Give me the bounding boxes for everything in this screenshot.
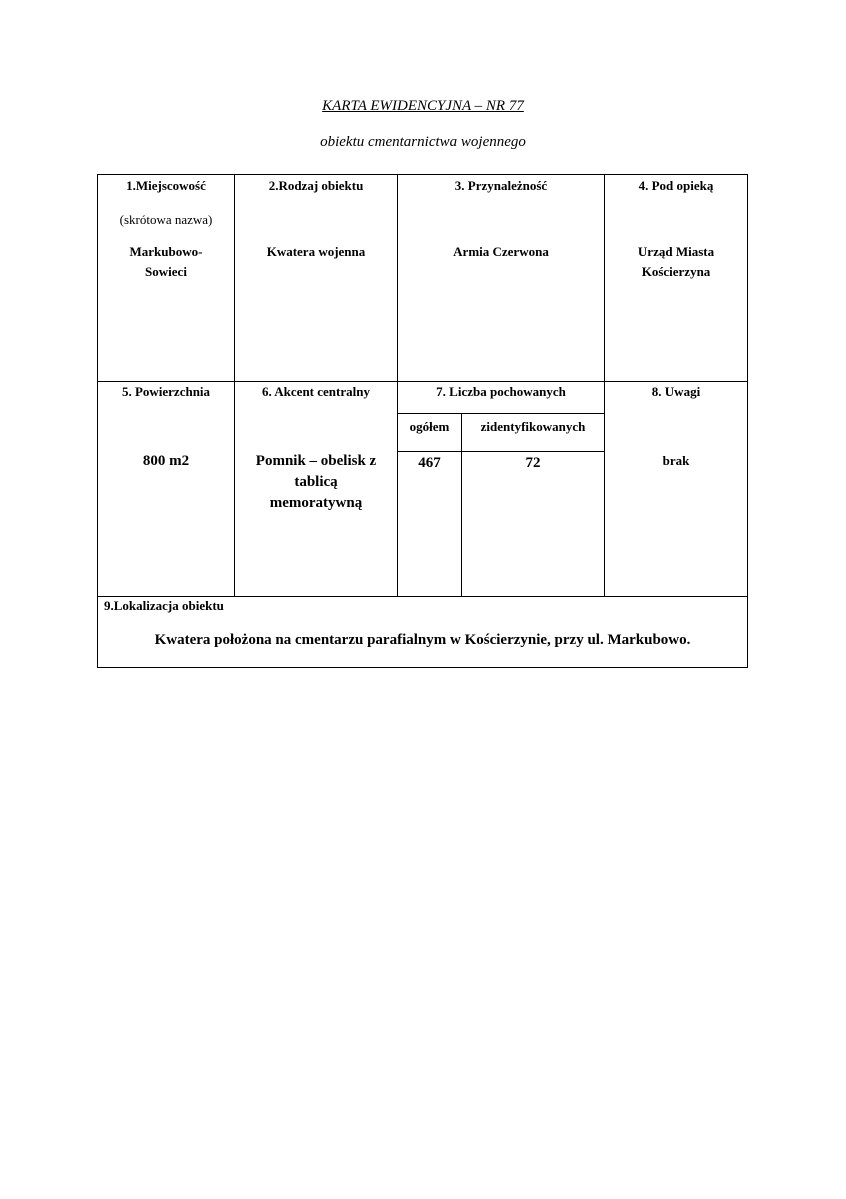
cell-central-accent-label: 6. Akcent centralny — [262, 384, 370, 399]
cell-locality-label: 1.Miejscowość — [126, 178, 206, 193]
cell-remarks-label: 8. Uwagi — [651, 384, 701, 399]
subheader-divider-bottom — [397, 451, 605, 452]
table-border-bottom — [97, 667, 748, 668]
cell-object-type-value: Kwatera wojenna — [266, 244, 366, 259]
cell-central-accent-value-2: tablicą — [294, 474, 338, 490]
table-divider-row2 — [97, 596, 748, 597]
cell-affiliation-label: 3. Przynależność — [454, 178, 548, 193]
cell-locality-note: (skrótowa nazwa) — [119, 212, 213, 227]
subcolumn-divider — [461, 413, 462, 597]
cell-buried-total-value: 467 — [418, 455, 441, 471]
document-title: KARTA EWIDENCYJNA – NR 77 — [322, 98, 524, 114]
cell-custody-label: 4. Pod opieką — [638, 178, 714, 193]
cell-custody-value-2: Kościerzyna — [641, 264, 711, 279]
cell-remarks-value: brak — [662, 453, 690, 468]
cell-affiliation-value: Armia Czerwona — [453, 244, 549, 259]
cell-central-accent-value-1: Pomnik – obelisk z — [255, 453, 377, 469]
cell-buried-total-label: ogółem — [409, 419, 450, 434]
cell-locality-value-2: Sowieci — [145, 264, 187, 279]
cell-location-label: 9.Lokalizacja obiektu — [104, 598, 224, 613]
cell-location-value: Kwatera położona na cmentarzu parafialnym w Kościerzynie, przy ul. Markubowo. — [154, 632, 691, 648]
cell-central-accent-value-3: memoratywną — [269, 495, 363, 511]
cell-custody-value-1: Urząd Miasta — [637, 244, 715, 259]
table-border-top — [97, 174, 748, 175]
cell-object-type-label: 2.Rodzaj obiektu — [268, 178, 364, 193]
cell-buried-identified-label: zidentyfikowanych — [480, 419, 586, 434]
cell-area-value: 800 m2 — [142, 453, 190, 469]
cell-buried-count-label: 7. Liczba pochowanych — [436, 384, 566, 399]
table-border-right — [747, 174, 748, 668]
cell-locality-value-1: Markubowo- — [129, 244, 203, 259]
cell-buried-identified-value: 72 — [525, 455, 541, 471]
document-subtitle: obiektu cmentarnictwa wojennego — [320, 134, 526, 150]
cell-area-label: 5. Powierzchnia — [121, 384, 211, 399]
subheader-divider-top — [397, 413, 605, 414]
